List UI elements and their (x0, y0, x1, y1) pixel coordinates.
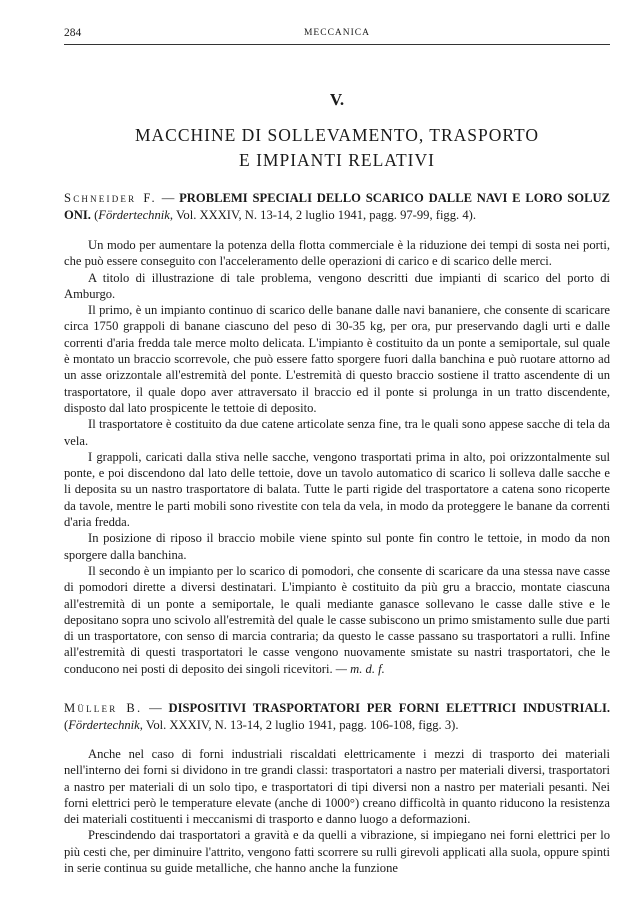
article-1-paragraph: Il primo, è un impianto continuo di scarico delle banane dalle navi bananiere, che consente di scaricare circa 1750 grappoli di banane ciascuno del peso di 30-35 kg, per ora, pur preservando dagli urti e dalle correnti d'aria fredda tale merce molto delicata. L'impianto è costituito da un ponte a semiportale, sul quale è montato un braccio scorrevole, che può essere fatto sporgere fuori dalla banchina e può ruotare attorno ad un asse orizzontale all'estremità del ponte. L'estremità di questo braccio sostiene il tratto ascendente di un trasportatore, il quale dopo aver attraversato il braccio ed il ponte si prolunga in un tratto discendente, disposto dal lato prospicente le tettoie di deposito. (64, 303, 610, 415)
article-1-paragraph: In posizione di riposo il braccio mobile viene spinto sul ponte fin contro le tettoie, in modo da non sporgere dalla banchina. (64, 531, 610, 562)
article-2-title: DISPOSITIVI TRASPORTATORI PER FORNI ELETTRICI INDUSTRIALI. (168, 701, 610, 715)
article-2-paragraph: Prescindendo dai trasportatori a gravità e da quelli a vibrazione, si impiegano nei forni elettrici per lo più cesti che, per diminuire l'attrito, vengono fatti scorrere su rulli girevoli applicati alla suola, oppure spinti in serie continua su guide metalliche, che hanno anche la funzione (64, 828, 610, 876)
article-1-citation: , Vol. XXXIV, N. 13-14, 2 luglio 1941, pagg. 97-99, figg. 4). (169, 207, 476, 222)
article-2-citation: , Vol. XXXIV, N. 13-14, 2 luglio 1941, pagg. 106-108, figg. 3). (139, 717, 459, 732)
section-title-line1: MACCHINE DI SOLLEVAMENTO, TRASPORTO (134, 125, 540, 145)
article-2-paragraph: Anche nel caso di forni industriali riscaldati elettricamente i mezzi di trasporto dei materiali nell'interno dei forni si dividono in tre grandi classi: trasportatori a nastro per materiali diversi, trasportatori a nastro per materiali di un solo tipo, e trasportatori di tipi diversi non a nastro per materiali pesanti. Nei forni elettrici però le temperature elevate (anche di 1000°) creano difficoltà in quanto riducono la resistenza dei materiali costituenti i meccanismi di trasporto e danno luogo a deformazioni. (64, 747, 610, 827)
section-title-line2: E IMPIANTI RELATIVI (239, 150, 435, 170)
article-1-heading: Schneider F. — PROBLEMI SPECIALI DELLO SCARICO DALLE NAVI E LORO SOLUZ ONI. (Fördertechnik, Vol. XXXIV, N. 13-14, 2 luglio 1941, pagg. 97-99, figg. 4). (64, 191, 610, 222)
article-1-journal: Fördertechnik (98, 207, 170, 222)
article-1-paragraph: A titolo di illustrazione di tale problema, vengono descritti due impianti di scarico del porto di Amburgo. (64, 270, 610, 301)
article-1-paragraph: Un modo per aumentare la potenza della flotta commerciale è la riduzione dei tempi di sosta nei porti, che può essere conseguito con l'acceleramento delle operazioni di carico e di scarico delle merci. (64, 238, 610, 269)
running-title: MECCANICA (303, 28, 370, 38)
article-1-last-paragraph (64, 563, 610, 677)
article-2-heading: Müller B. — DISPOSITIVI TRASPORTATORI PER FORNI ELETTRICI INDUSTRIALI. (Fördertechnik, Vol. XXXIV, N. 13-14, 2 luglio 1941, pagg. 106-108, figg. 3). (64, 701, 610, 732)
article-1-paragraph: I grappoli, caricati dalla stiva nelle sacche, vengono trasportati prima in alto, poi orizzontalmente sul ponte, e poi discendono dal lato delle tettoie, dove un tavolo automatico di scarico li solleva dalle sacche e li deposita su un nastro trasportatore di balata. Tutte le parti rigide del trasportatore a catena sono ricoperte da tavole, mentre le parti mobili sono rivestite con tela da vela, in modo da proteggere le banane da correnti d'aria fredda. (64, 449, 610, 530)
article-2 (64, 700, 610, 876)
article-2-dash: — (142, 701, 169, 715)
article-1-signature: — m. d. f. (332, 661, 385, 676)
article-2-journal: Fördertechnik (68, 717, 140, 732)
article-1 (64, 190, 610, 677)
article-1-dash: — (156, 191, 180, 205)
page-header (64, 26, 610, 45)
article-2-author: Müller B. (64, 701, 143, 715)
section-number: V. (329, 90, 345, 109)
article-1-paragraph-text: Il secondo è un impianto per lo scarico di pomodori, che consente di scaricare da una stessa nave casse di pomodori dirette a diversi destinatari. L'impianto è costituito da più gru a braccio, montate ciascuna all'estremità di un ponte a semiportale, le quali mediante ganasce sollevano le casse dalle stive e le depositano sopra uno scivolo all'estremità del quale le casse subiscono un primo smistamento sulle due parti di un trasportatore, con senso di marcia contraria; da questo le casse passano su trasportatori a rulli. Infine all'estremità di questi trasportatori le casse vengono nuovamente smistate su nastri trasportatori, che le conducono nei posti di deposito dei singoli ricevitori. (64, 563, 610, 676)
article-1-author: Schneider F. (64, 191, 157, 205)
page-number: 284 (64, 27, 82, 39)
article-1-title: PROBLEMI SPECIALI DELLO SCARICO DALLE NAVI E LORO SOLUZ ONI. (64, 191, 610, 222)
article-1-paragraph: Il trasportatore è costituito da due catene articolate senza fine, tra le quali sono appese sacche di tela da vela. (64, 417, 610, 448)
